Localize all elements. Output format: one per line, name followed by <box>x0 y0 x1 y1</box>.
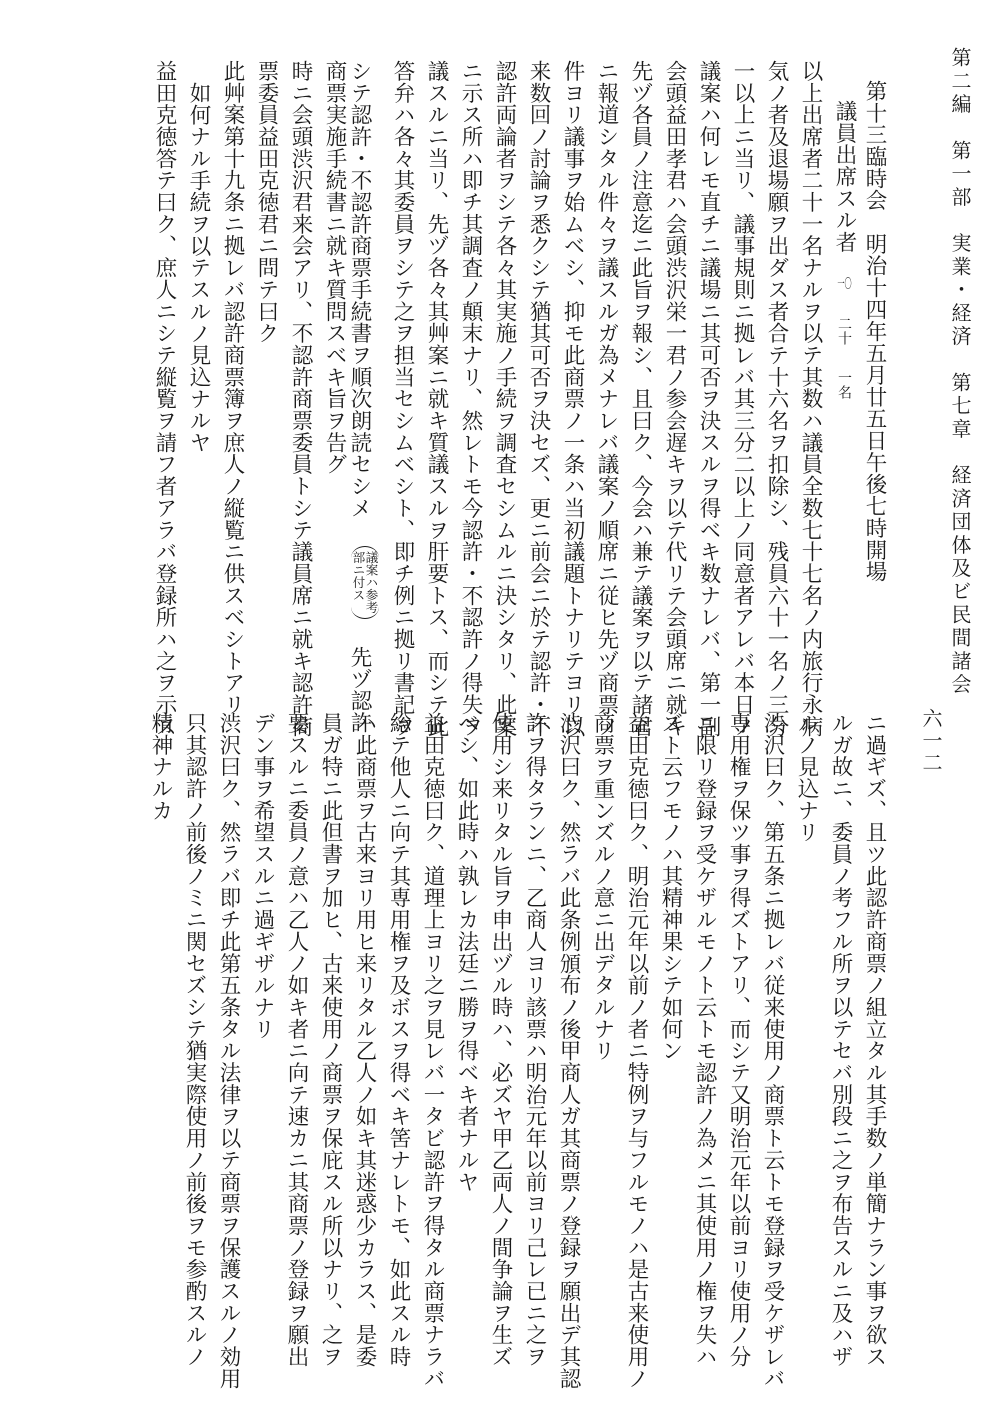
text-line: 気ノ者及退場願ヲ出ダス者合テ十六名ヲ扣除シ、残員六十一名ノ三分 <box>764 60 789 738</box>
text-line: 専用権ヲ保ツ事ヲ得ズトアリ、而シテ又明治元年以前ヨリ使用ノ分 <box>726 712 751 1368</box>
text-line: 益田克徳答テ曰ク、庶人ニシテ縦覧ヲ請フ者アラバ登録所ハ之ヲ示ス <box>152 60 177 738</box>
attendance-count-a: 一〇 <box>837 278 852 292</box>
text-line: 以上出席者二十一名ナルヲ以テ其数ハ議員全数七十七名ノ内旅行永病 <box>798 60 823 738</box>
text-line: 使用シ来リタル旨ヲ申出ヅル時ハ、必ズヤ甲乙両人ノ間争論ヲ生ズ <box>488 712 513 1368</box>
text-line: 益田克徳曰ク、明治元年以前ノ者ニ特例ヲ与フルモノハ是古来使用ノ <box>624 712 649 1390</box>
text-line: 益田克徳曰ク、道理上ヨリ之ヲ見レバ一タビ認許ヲ得タル商票ナラバ <box>420 712 445 1390</box>
text-line: 許ヲ得タランニ、乙商人ヨリ該票ハ明治元年以前ヨリ己レ已ニ之ヲ <box>522 712 547 1368</box>
text-line: ニ報道シタル件々ヲ議スルガ為メナレバ議案ノ順席ニ従ヒ先ヅ商票ノ <box>594 60 619 738</box>
text-line-with-note <box>349 60 380 733</box>
text-line: 要スルニ委員ノ意ハ乙人ノ如キ者ニ向テ速カニ其商票ノ登録ヲ願出 <box>284 712 309 1368</box>
note-line: 議案ハ参考 <box>364 551 379 614</box>
text-line: 員ガ特ニ此但書ヲ加ヒ、古来使用ノ商票ヲ保庇スル所以ナリ、之ヲ <box>318 712 343 1368</box>
text-line: 商票実施手続書ニ就キ質問スベキ旨ヲ告グ <box>322 60 347 476</box>
text-segment: シテ認許・不認許商票手続書ヲ順次朗読セシメ <box>347 60 372 519</box>
text-segment: 先ヅ認許 <box>347 646 372 734</box>
text-line: 只其認許ノ前後ノミニ関セズシテ猶実際使用ノ前後ヲモ参酌スルノ <box>182 712 207 1368</box>
text-line: 一以上ニ当リ、議事規則ニ拠レバ其三分二以上ノ同意者アレバ本日ノ <box>730 60 755 738</box>
attendance-count-b: 二十 <box>836 316 852 346</box>
attendance-line <box>834 100 856 399</box>
text-line: ニ過ギズ、且ツ此認許商票ノ組立タル其手数ノ単簡ナラン事ヲ欲ス <box>862 712 887 1368</box>
text-line: 此艸案第十九条ニ拠レバ認許商票簿ヲ庶人ノ縦覧ニ供スベシトアリ <box>220 60 245 716</box>
text-line: ハ此商票ヲ古来ヨリ用ヒ来リタル乙人ノ如キ其迷惑少カラス、是委 <box>352 712 377 1368</box>
page-number: 六一二 <box>919 708 943 774</box>
text-line: 来数回ノ討論ヲ悉クシテ猶其可否ヲ決セズ、更ニ前会ニ於テ認許・不 <box>526 60 551 738</box>
text-line: ニ示ス所ハ即チ其調査ノ顛末ナリ、然レトモ今認許・不認許ノ得失ヲ <box>458 60 483 738</box>
text-line: ズト云フモノハ其精神果シテ如何ン <box>658 712 683 1062</box>
text-line: 認許両論者ヲシテ各々其実施ノ手続ヲ調査セシムルニ決シタリ、此案 <box>492 60 517 738</box>
text-line: 議スルニ当リ、先ヅ各々其艸案ニ就キ質議スルヲ肝要トス、而シテ此 <box>424 60 449 738</box>
text-line: 如何ナル手続ヲ以テスルノ見込ナルヤ <box>186 82 211 454</box>
note-line: 部ニ付ス <box>351 551 366 602</box>
text-line: ニ限リ登録ヲ受ケザルモノト云トモ認許ノ為メニ其使用ノ権ヲ失ハ <box>692 712 717 1368</box>
session-title: 第十三臨時会 明治十四年五月廿五日午後七時開場 <box>862 80 887 583</box>
attendance-count-c: 一名 <box>836 370 852 400</box>
text-line: 答弁ハ各々其委員ヲシテ之ヲ担当セシムベシト、即チ例ニ拠リ書記ヲ <box>390 60 415 738</box>
text-line: デン事ヲ希望スルニ過ギザルナリ <box>250 712 275 1040</box>
text-line: 会頭益田孝君ハ会頭渋沢栄一君ノ参会遅キヲ以テ代リテ会頭席ニ就キ <box>662 60 687 738</box>
text-line: ベシ、如此時ハ孰レカ法廷ニ勝ヲ得ベキ者ナルヤ <box>454 712 479 1193</box>
text-line: 総テ他人ニ向テ其専用権ヲ及ボスヲ得ベキ筈ナレトモ、如此スル時 <box>386 712 411 1368</box>
text-line: 時ニ会頭渋沢君来会アリ、不認許商票委員トシテ議員席ニ就キ認許商 <box>288 60 313 738</box>
text-line: 渋沢曰ク、然ラバ此条例頒布ノ後甲商人ガ其商票ノ登録ヲ願出デ其認 <box>556 712 581 1390</box>
text-line: 議案ハ何レモ直チニ議場ニ其可否ヲ決スルヲ得ベキ数ナレバ、第一副 <box>696 60 721 738</box>
running-head: 第二編 第一部 実業・経済 第七章 経済団体及ビ民間諸会 <box>948 47 972 697</box>
text-line: 件ヨリ議事ヲ始ムベシ、抑モ此商票ノ一条ハ当初議題トナリテヨリ以 <box>560 60 585 738</box>
text-line: 先ヅ各員ノ注意迄ニ此旨ヲ報シ、且曰ク、今会ハ兼テ議案ヲ以テ諸君 <box>628 60 653 738</box>
parenthetical-note <box>351 546 379 619</box>
text-line: 精神ナルカ <box>148 712 173 822</box>
text-line: 渋沢曰ク、然ラバ即チ此第五条タル法律ヲ以テ商票ヲ保護スルノ効用 <box>216 712 241 1390</box>
text-line: ルノ見込ナリ <box>794 712 819 844</box>
text-line: 渋沢曰ク、第五条ニ拠レバ従来使用ノ商票ト云トモ登録ヲ受ケザレバ <box>760 712 785 1390</box>
attendance-label: 議員出席スル者 <box>832 100 857 253</box>
text-line: 商票ヲ重ンズルノ意ニ出デタルナリ <box>590 712 615 1062</box>
text-line: ルガ故ニ、委員ノ考フル所ヲ以テセバ別段ニ之ヲ布告スルニ及ハザ <box>828 712 853 1368</box>
text-line: 票委員益田克徳君ニ問テ曰ク <box>254 60 279 345</box>
